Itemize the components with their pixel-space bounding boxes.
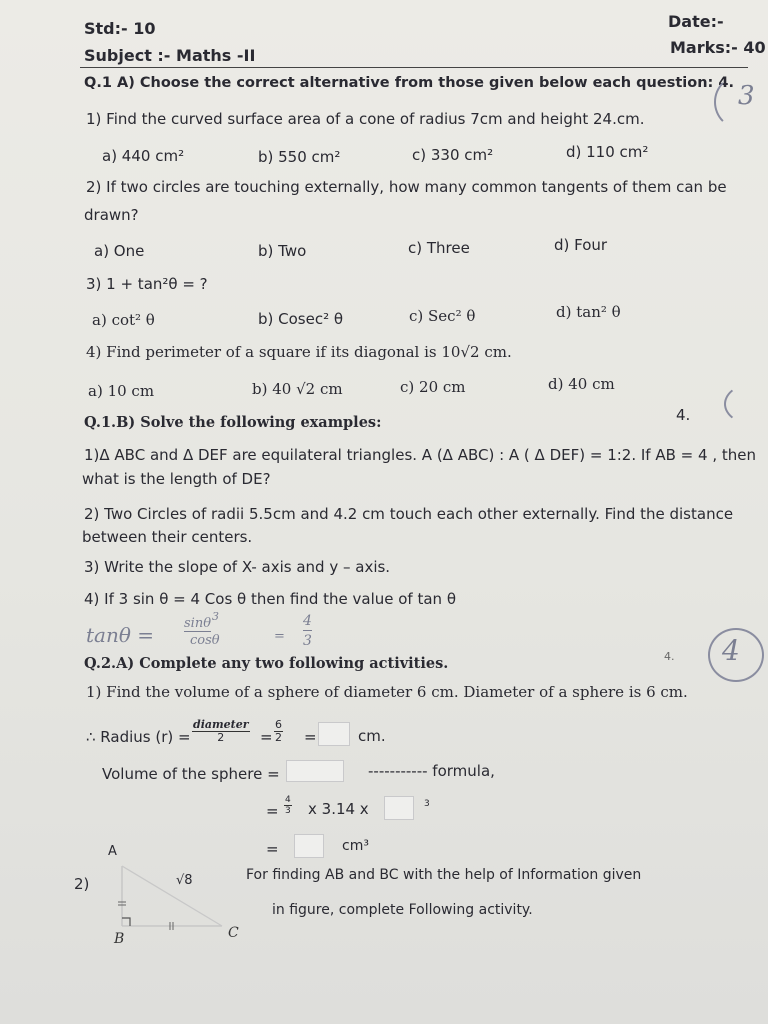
figure-label-c: C: [228, 925, 239, 941]
q1b-question-3: 3) Write the slope of X- axis and y – axis.: [84, 558, 391, 576]
handwritten-four: 4: [303, 613, 312, 629]
q4-option-b: b) 40 √2 cm: [252, 380, 343, 398]
q3-option-d: d) tan² θ: [556, 303, 621, 321]
q2a-marks: 4.: [664, 650, 675, 663]
standard-label: Std:- 10: [84, 19, 156, 38]
frac-four: 4: [285, 795, 291, 805]
handwritten-three: 3: [303, 633, 312, 649]
q2-option-b: b) Two: [258, 242, 307, 260]
q4-option-c: c) 20 cm: [400, 378, 466, 396]
handwritten-cos: cosθ: [190, 633, 220, 648]
radius-fraction-2: [274, 719, 283, 744]
frac-two: 2: [217, 731, 225, 744]
q1a-title: Q.1 A) Choose the correct alternative from those given below each question: 4.: [84, 75, 734, 91]
step1-exponent: 3: [424, 799, 430, 809]
q2-option-a: a) One: [94, 242, 145, 260]
figure-label-a: A: [108, 844, 117, 859]
q1a-question-4: 4) Find perimeter of a square if its diagonal is 10√2 cm.: [86, 343, 512, 361]
q2a-item1-question: 1) Find the volume of a sphere of diameter 6 cm. Diameter of a sphere is 6 cm.: [86, 683, 688, 701]
q1b-score-circle: [724, 382, 768, 426]
radius-unit: cm.: [358, 727, 386, 745]
q2-option-c: c) Three: [408, 239, 470, 257]
figure-label-b: B: [114, 931, 125, 947]
handwritten-tan: tanθ =: [86, 623, 154, 647]
side-ac: [122, 866, 222, 926]
step2-answer-box[interactable]: [294, 834, 324, 858]
q4-option-d: d) 40 cm: [548, 375, 615, 393]
q3-option-b: b) Cosec² θ: [258, 310, 344, 328]
q4-option-a: a) 10 cm: [88, 382, 155, 400]
volume-answer-box[interactable]: [286, 760, 344, 782]
q2a-item2-line1: For finding AB and BC with the help of Information given: [246, 867, 642, 883]
date-label: Date:-: [668, 12, 724, 31]
q2-option-d: d) Four: [554, 236, 608, 254]
q2a-item2-line2: in figure, complete Following activity.: [272, 902, 533, 918]
radius-prefix: ∴ Radius (r) =: [86, 728, 191, 746]
step1-answer-box[interactable]: [384, 796, 414, 820]
q1b-question-4: 4) If 3 sin θ = 4 Cos θ then find the value of tan θ: [84, 590, 456, 608]
figure-side-label: √8: [176, 873, 193, 888]
q1a-score: 3: [738, 81, 755, 111]
q2a-score: 4: [722, 634, 740, 667]
q1-option-a: a) 440 cm²: [102, 147, 185, 165]
header-divider: [80, 67, 748, 68]
q3-option-a: a) cot² θ: [92, 311, 155, 329]
q1a-question-1: 1) Find the curved surface area of a cone of radius 7cm and height 24.cm.: [86, 110, 645, 128]
handwritten-equals: =: [274, 629, 285, 644]
q2a-title: Q.2.A) Complete any two following activities.: [84, 655, 449, 672]
frac-three: 3: [285, 806, 291, 816]
right-angle-mark: [122, 918, 130, 926]
q1b-question-1-cont: what is the length of DE?: [82, 470, 271, 488]
equals-1: =: [260, 728, 273, 746]
radius-answer-box[interactable]: [318, 722, 350, 746]
volume-label: Volume of the sphere =: [102, 765, 280, 783]
marks-label: Marks:- 40: [670, 38, 766, 57]
q1a-question-2-cont: drawn?: [84, 206, 139, 224]
frac-six: 6: [275, 718, 282, 731]
q3-option-c: c) Sec² θ: [409, 307, 476, 325]
q1b-question-1: 1)Δ ABC and Δ DEF are equilateral triangles. A (Δ ABC) : A ( Δ DEF) = 1:2. If AB = 4 , then: [84, 446, 756, 464]
formula-label: ----------- formula,: [368, 762, 495, 780]
frac-diameter: diameter: [193, 718, 249, 731]
handwritten-sin: sinθ: [184, 616, 212, 631]
q1a-question-3: 3) 1 + tan²θ = ?: [86, 275, 208, 293]
subject-label: Subject :- Maths -II: [84, 46, 256, 65]
equals-2: =: [304, 728, 317, 746]
step1-fraction: [284, 795, 292, 816]
step2-unit: cm³: [342, 838, 369, 854]
frac-two-b: 2: [275, 731, 282, 744]
handwritten-superscript: 3: [212, 610, 219, 623]
q1b-marks: 4.: [676, 406, 691, 424]
q2a-item2-number: 2): [74, 875, 90, 893]
q1-option-b: b) 550 cm²: [258, 148, 341, 166]
q1a-question-2: 2) If two circles are touching externally, how many common tangents of them can be: [86, 178, 727, 196]
q1b-title: Q.1.B) Solve the following examples:: [84, 414, 382, 431]
step2-equals: =: [266, 840, 279, 858]
step1-multiply: x 3.14 x: [308, 800, 369, 818]
radius-fraction-1: [192, 719, 250, 744]
q1-option-c: c) 330 cm²: [412, 146, 494, 164]
q1b-question-2: 2) Two Circles of radii 5.5cm and 4.2 cm touch each other externally. Find the distance: [84, 505, 734, 523]
q1-option-d: d) 110 cm²: [566, 143, 649, 161]
step1-equals: =: [266, 802, 279, 820]
q1b-question-2-cont: between their centers.: [82, 528, 253, 546]
